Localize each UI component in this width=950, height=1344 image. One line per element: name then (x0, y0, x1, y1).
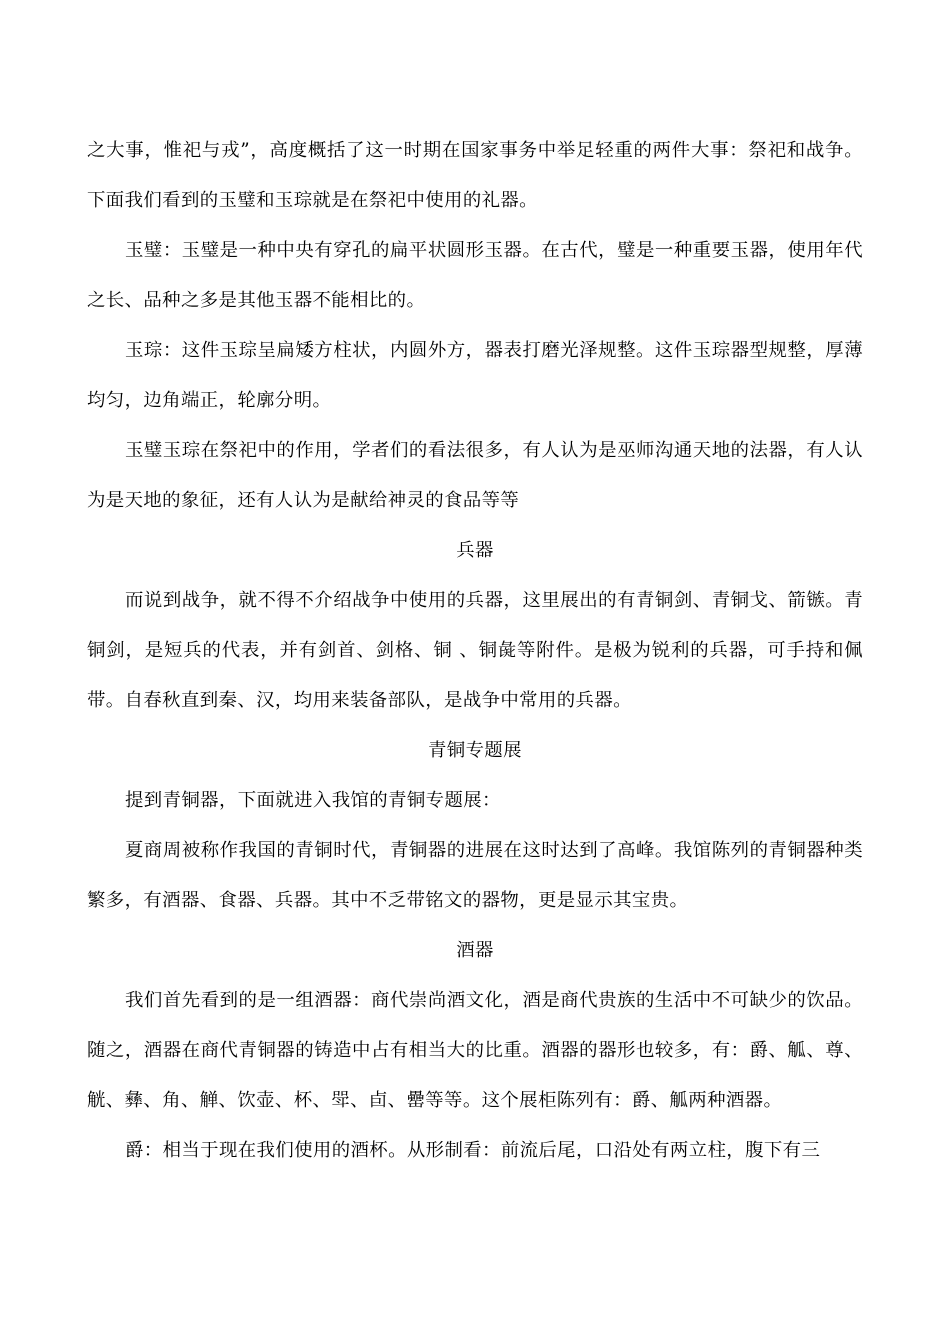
paragraph-ritual-role: 玉璧玉琮在祭祀中的作用，学者们的看法很多，有人认为是巫师沟通天地的法器，有人认为是天地的象征，还有人认为是献给神灵的食品等等 (87, 440, 863, 511)
paragraph-yucong: 玉琮：这件玉琮呈扁矮方柱状，内圆外方，器表打磨光泽规整。这件玉琮器型规整，厚薄均匀，边角端正，轮廓分明。 (87, 340, 863, 411)
section-heading-weapons: 兵器 (456, 540, 494, 561)
paragraph-weapons: 而说到战争，就不得不介绍战争中使用的兵器，这里展出的有青铜剑、青铜戈、箭镞。青铜剑，是短兵的代表，并有剑首、剑格、铜 、铜彘等附件。是极为锐利的兵器，可手持和佩带。自春秋直到秦、汉，均用来装备部队，是战争中常用的兵器。 (87, 590, 863, 711)
paragraph-jue: 爵：相当于现在我们使用的酒杯。从形制看：前流后尾，口沿处有两立柱，腹下有三 (125, 1140, 821, 1161)
paragraph-bronze-intro: 提到青铜器，下面就进入我馆的青铜专题展： (125, 790, 501, 811)
paragraph-yubi: 玉璧：玉璧是一种中央有穿孔的扁平状圆形玉器。在古代，璧是一种重要玉器，使用年代之长、品种之多是其他玉器不能相比的。 (87, 240, 863, 311)
paragraph-sacrifice-and-war: 之大事，惟祀与戎”，高度概括了这一时期在国家事务中举足轻重的两件大事：祭祀和战争。下面我们看到的玉璧和玉琮就是在祭祀中使用的礼器。 (87, 140, 863, 211)
paragraph-bronze-age: 夏商周被称作我国的青铜时代，青铜器的进展在这时达到了高峰。我馆陈列的青铜器种类繁多，有酒器、食器、兵器。其中不乏带铭文的器物，更是显示其宝贵。 (87, 840, 863, 911)
paragraph-wine-vessels: 我们首先看到的是一组酒器：商代崇尚酒文化，酒是商代贵族的生活中不可缺少的饮品。随之，酒器在商代青铜器的铸造中占有相当大的比重。酒器的器形也较多，有：爵、觚、尊、觥、彝、角、觯、饮壶、杯、斝、卣、罍等等。这个展柜陈列有：爵、觚两种酒器。 (87, 990, 863, 1111)
section-heading-bronze-exhibition: 青铜专题展 (428, 740, 522, 761)
section-heading-wine-vessels: 酒器 (456, 940, 494, 961)
document-body (87, 126, 863, 1176)
